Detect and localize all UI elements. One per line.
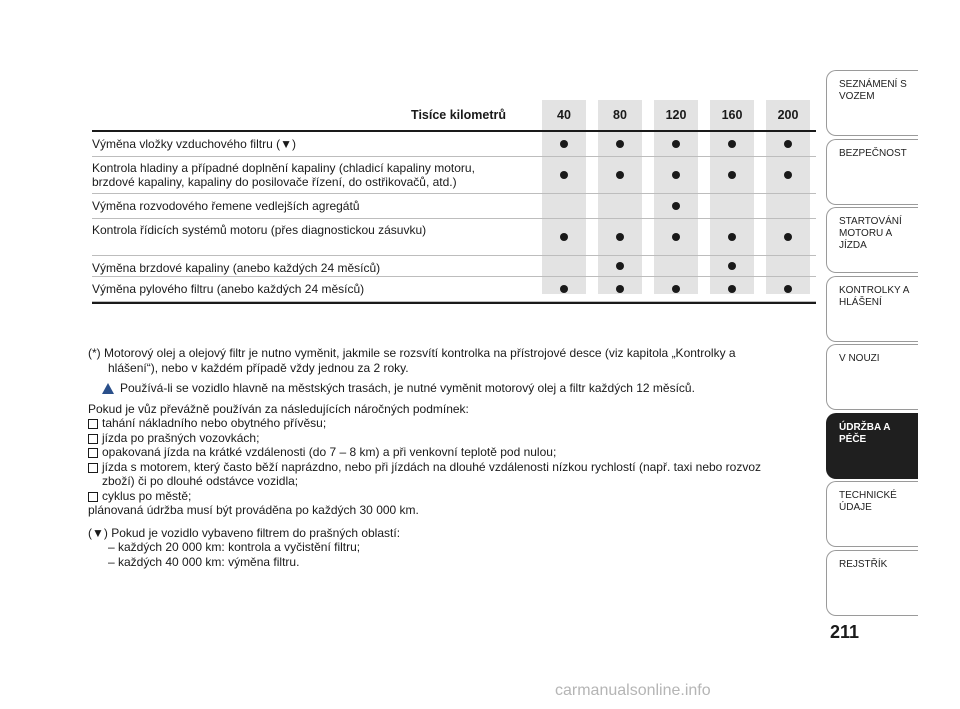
interval-dot	[672, 171, 680, 179]
filter-note-title: (▼) Pokud je vozidlo vybaveno filtrem do prašných oblastí:	[88, 525, 401, 540]
conditions-intro: Pokud je vůz převážně používán za následujících náročných podmínek:	[88, 401, 469, 416]
interval-dot	[560, 233, 568, 241]
table-row	[92, 132, 816, 157]
column-header-km: 40	[557, 108, 571, 122]
chapter-tab[interactable]: REJSTŘÍK	[826, 550, 918, 616]
interval-dot	[672, 202, 680, 210]
interval-dot	[784, 140, 792, 148]
row-label: Výměna pylového filtru (anebo každých 24 měsíců)	[92, 282, 365, 296]
watermark: carmanualsonline.info	[555, 682, 711, 699]
condition-text: opakovaná jízda na krátké vzdálenosti (do 7 – 8 km) a při venkovní teplotě pod nulou;	[102, 445, 557, 459]
interval-dot	[728, 285, 736, 293]
table-header	[92, 100, 816, 132]
interval-dot	[616, 140, 624, 148]
interval-dot	[616, 262, 624, 270]
interval-dot	[560, 285, 568, 293]
checkbox-bullet-icon	[88, 448, 98, 458]
interval-dot	[784, 233, 792, 241]
column-header-km: 120	[665, 108, 687, 122]
row-label: Kontrola hladiny a případné doplnění kapaliny (chladicí kapaliny motoru, brzdové kapaliny, kapaliny do posilovače řízení, do ostřikovačů, atd.)	[92, 161, 475, 189]
conditions-outro: plánovaná údržba musí být prováděna po každých 30 000 km.	[88, 503, 419, 517]
row-label: Kontrola řídicích systémů motoru (přes diagnostickou zásuvku)	[92, 223, 427, 237]
warning-note	[88, 381, 788, 396]
warning-triangle-icon	[102, 383, 114, 394]
filter-note-item: – každých 20 000 km: kontrola a vyčistění filtru;	[108, 540, 361, 554]
chapter-tab[interactable]: KONTROLKY A HLÁŠENÍ	[826, 276, 918, 342]
interval-dot	[784, 285, 792, 293]
checkbox-bullet-icon	[88, 463, 98, 473]
condition-text: tahání nákladního nebo obytného přívěsu;	[102, 416, 327, 430]
condition-item	[88, 416, 788, 431]
interval-dot	[672, 140, 680, 148]
checkbox-bullet-icon	[88, 419, 98, 429]
page-number: 211	[830, 622, 860, 642]
header-title: Tisíce kilometrů	[411, 108, 506, 122]
chapter-tab[interactable]: BEZPEČNOST	[826, 139, 918, 205]
interval-dot	[728, 140, 736, 148]
checkbox-bullet-icon	[88, 434, 98, 444]
table-row	[92, 219, 816, 256]
table-row	[92, 277, 816, 302]
chapter-tab[interactable]: TECHNICKÉ ÚDAJE	[826, 481, 918, 547]
table-bottom-rule	[92, 302, 816, 304]
interval-dot	[616, 233, 624, 241]
interval-dot	[616, 171, 624, 179]
condition-text: jízda s motorem, který často běží naprázdno, nebo při jízdách na dlouhé vzdálenosti nízkou rychlostí (např. taxi nebo rozvoz zboží) či po dlouhé odstávce vozidla;	[102, 459, 762, 488]
interval-dot	[560, 140, 568, 148]
warning-text: Používá-li se vozidlo hlavně na městských trasách, je nutné vyměnit motorový olej a filtr každých 12 měsíců.	[120, 381, 695, 395]
condition-text: jízda po prašných vozovkách;	[102, 430, 260, 445]
row-label: Výměna brzdové kapaliny (anebo každých 24 měsíců)	[92, 261, 381, 275]
table-row	[92, 194, 816, 219]
condition-text: cyklus po městě;	[102, 488, 192, 503]
interval-dot	[616, 285, 624, 293]
checkbox-bullet-icon	[88, 492, 98, 502]
interval-dot	[728, 262, 736, 270]
interval-dot	[672, 285, 680, 293]
row-label: Výměna vložky vzduchového filtru (▼)	[92, 137, 296, 151]
table-row	[92, 157, 816, 194]
condition-item	[88, 489, 788, 504]
chapter-tab[interactable]: STARTOVÁNÍ MOTORU A JÍZDA	[826, 207, 918, 273]
condition-item	[88, 445, 788, 460]
column-header-km: 160	[721, 108, 743, 122]
interval-dot	[784, 171, 792, 179]
notes-section	[88, 346, 788, 569]
chapter-tab[interactable]: ÚDRŽBA A PÉČE	[826, 413, 918, 479]
chapter-tab[interactable]: V NOUZI	[826, 344, 918, 410]
star-note: (*) Motorový olej a olejový filtr je nutno vyměnit, jakmile se rozsvítí kontrolka na přístrojové desce (viz kapitola „Kontrolky a hlášení“), nebo v každém případě vždy jednou za 2 roky.	[88, 346, 736, 375]
interval-dot	[728, 171, 736, 179]
condition-item	[88, 431, 788, 446]
column-header-km: 80	[613, 108, 627, 122]
interval-dot	[728, 233, 736, 241]
interval-dot	[560, 171, 568, 179]
condition-item	[88, 460, 788, 489]
row-label: Výměna rozvodového řemene vedlejších agregátů	[92, 199, 360, 213]
interval-dot	[672, 233, 680, 241]
column-header-km: 200	[777, 108, 799, 122]
table-row	[92, 256, 816, 277]
maintenance-table	[92, 100, 816, 302]
chapter-tab[interactable]: SEZNÁMENÍ S VOZEM	[826, 70, 918, 136]
filter-note-item: – každých 40 000 km: výměna filtru.	[108, 554, 300, 569]
